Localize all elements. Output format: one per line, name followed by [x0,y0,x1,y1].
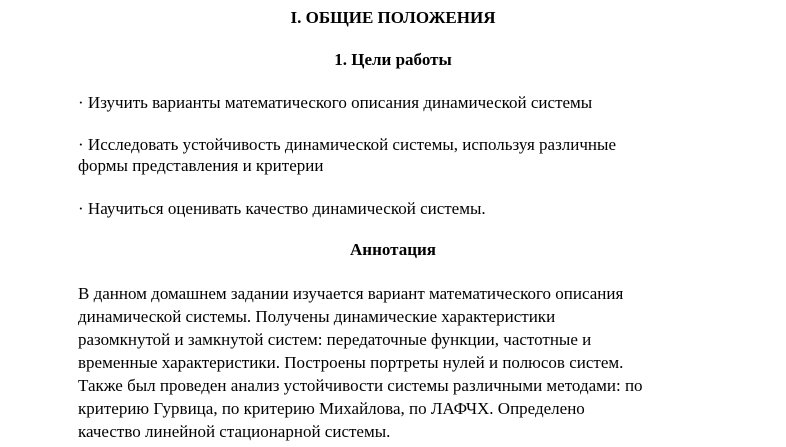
goal-item-3: · Научиться оценивать качество динамической системы. [78,199,486,218]
annotation-line: разомкнутой и замкнутой систем: передаточные функции, частотные и [78,330,592,349]
goal-item-2-line-2: формы представления и критерии [78,156,324,175]
annotation-line: В данном домашнем задании изучается вариант математического описания [78,284,624,303]
annotation-line: качество линейной стационарной системы. [78,422,391,441]
goals-heading: 1. Цели работы [334,50,452,69]
annotation-paragraph [78,282,738,443]
section-title: I. ОБЩИЕ ПОЛОЖЕНИЯ [290,8,496,27]
annotation-heading: Аннотация [350,240,436,259]
goal-item-1: · Изучить варианты математического описания динамической системы [78,93,593,112]
goal-item-2 [78,134,616,176]
annotation-line: временные характеристики. Построены портреты нулей и полюсов систем. [78,353,624,372]
annotation-line: динамической системы. Получены динамические характеристики [78,307,556,326]
annotation-line: критерию Гурвица, по критерию Михайлова, по ЛАФЧХ. Определено [78,399,585,418]
goal-item-2-line-1: · Исследовать устойчивость динамической системы, используя различные [78,135,616,154]
annotation-line: Также был проведен анализ устойчивости системы различными методами: по [78,376,643,395]
